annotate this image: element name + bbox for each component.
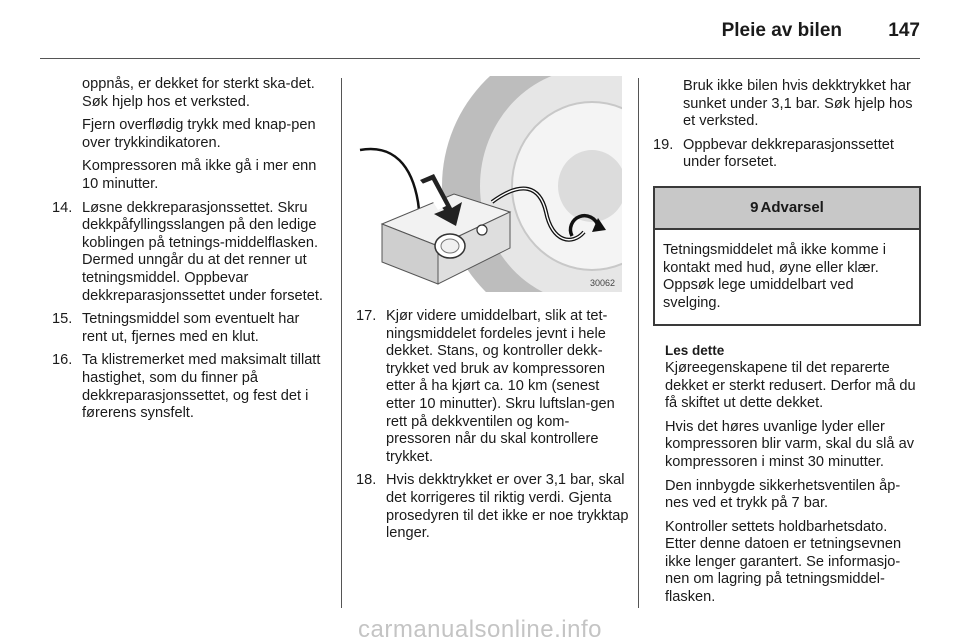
intro-paragraph: Kompressoren må ikke gå i mer enn 10 minutter. bbox=[82, 158, 317, 192]
left-column bbox=[52, 76, 328, 429]
tire-compressor-illustration bbox=[342, 76, 622, 292]
list-item bbox=[52, 311, 328, 346]
figure-code: 30062 bbox=[590, 278, 616, 288]
warning-header bbox=[655, 188, 919, 230]
list-item-number: 15. bbox=[52, 311, 73, 328]
right-column bbox=[653, 78, 921, 613]
list-item bbox=[356, 308, 632, 466]
list-item bbox=[356, 472, 632, 542]
warning-heading: Advarsel bbox=[760, 199, 824, 217]
tire-compressor-drawing bbox=[342, 76, 622, 292]
middle-column bbox=[356, 308, 632, 549]
body-paragraph: Kontroller settets holdbarhetsdato. Etter denne datoen er tetningsevnen ikke lenger garantert. Se informasjo-nen om lagring på tetningsmiddel-flasken. bbox=[665, 518, 902, 606]
list-item-number: 18. bbox=[356, 472, 377, 489]
list-item-text: Løsne dekkreparasjonssettet. Skru dekkpåfyllingsslangen på den ledige koblingen på tetnings-middelflasken. Dermed unngår du at det renner ut tetningsmiddel. Oppbevar dekkreparasjonssettet under forsetet. bbox=[82, 199, 323, 304]
body-paragraph: Hvis det høres uvanlige lyder eller kompressoren blir varm, skal du slå av kompressoren i minst 30 minutter. bbox=[665, 418, 914, 470]
note-label: Les dette bbox=[665, 343, 725, 359]
watermark: carmanualsonline.info bbox=[358, 616, 602, 643]
note-paragraph bbox=[653, 342, 921, 412]
list-item-text: Ta klistremerket med maksimalt tillatt hastighet, som du finner på dekkreparasjonssettet, og fest det i førerens synsfelt. bbox=[82, 352, 321, 422]
intro-paragraph: oppnås, er dekket for sterkt ska-det. Søk hjelp hos et verksted. bbox=[82, 76, 315, 110]
warning-icon: 9 bbox=[750, 199, 759, 217]
continued-paragraph: Bruk ikke bilen hvis dekktrykket har sunket under 3,1 bar. Søk hjelp hos et verksted. bbox=[683, 78, 913, 130]
list-item bbox=[52, 352, 328, 422]
intro-paragraph: Fjern overflødig trykk med knap-pen over trykkindikatoren. bbox=[82, 117, 316, 151]
list-item-number: 19. bbox=[653, 136, 674, 153]
page-header bbox=[40, 0, 920, 59]
column-divider-right bbox=[638, 78, 639, 608]
warning-body: Tetningsmiddelet må ikke komme i kontakt med hud, øyne eller klær. Oppsøk lege umiddelbart ved svelging. bbox=[663, 241, 887, 311]
list-item-number: 17. bbox=[356, 308, 377, 324]
list-item-number: 16. bbox=[52, 352, 73, 369]
list-item-text: Kjør videre umiddelbart, slik at tet-ningsmiddelet fordeles jevnt i hele dekket. Stans, og kontroller dekk-trykket ved bruk av kompressoren etter å ha kjørt ca. 10 km (senest etter 10 minutter). Skru luftslan-gen rett på dekkventilen og kom-pressoren når du skal kontrollere trykket. bbox=[386, 308, 615, 465]
note-text: Kjøreegenskapene til det reparerte dekket er sterkt redusert. Derfor må du få skiftet ut dette dekket. bbox=[665, 359, 916, 412]
warning-box bbox=[653, 186, 921, 326]
list-item bbox=[653, 137, 921, 172]
list-item-text: Hvis dekktrykket er over 3,1 bar, skal det korrigeres til riktig verdi. Gjenta prosedyren til det ikke er noe trykktap lenger. bbox=[386, 472, 629, 542]
list-item-number: 14. bbox=[52, 199, 73, 216]
list-item bbox=[52, 200, 328, 306]
page-number: 147 bbox=[888, 20, 920, 41]
list-item-text: Oppbevar dekkreparasjonssettet under forsetet. bbox=[683, 136, 894, 171]
body-paragraph: Den innbygde sikkerhetsventilen åp-nes ved et trykk på 7 bar. bbox=[665, 477, 901, 512]
list-item-text: Tetningsmiddel som eventuelt har rent ut, fjernes med en klut. bbox=[82, 311, 300, 345]
page-title: Pleie av bilen bbox=[721, 20, 842, 41]
